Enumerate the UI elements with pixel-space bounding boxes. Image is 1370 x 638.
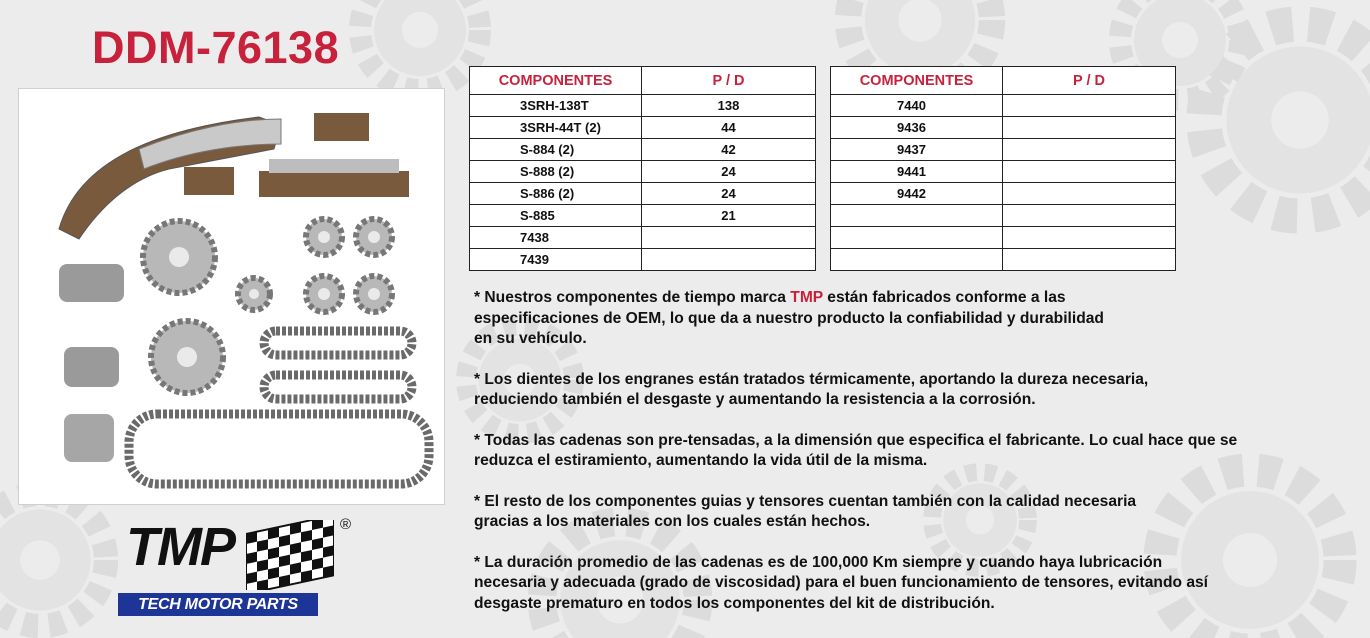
component-cell: S-884 (2) <box>470 139 642 161</box>
note-oem <box>474 288 1364 350</box>
pd-cell <box>1003 161 1176 183</box>
component-cell: 3SRH-138T <box>470 95 642 117</box>
component-cell <box>831 205 1003 227</box>
pd-cell: 138 <box>642 95 816 117</box>
pd-cell <box>1003 227 1176 249</box>
pd-cell <box>1003 117 1176 139</box>
component-cell: 7440 <box>831 95 1003 117</box>
table-row <box>470 227 816 249</box>
note-oem-pre: * Nuestros componentes de tiempo marca <box>474 289 791 306</box>
table-row <box>470 205 816 227</box>
pd-cell <box>1003 205 1176 227</box>
pd-cell: 21 <box>642 205 816 227</box>
component-cell <box>831 227 1003 249</box>
note-guides: * El resto de los componentes guias y tensores cuentan también con la calidad necesaria gracias a los materiales con los cuales están hechos. <box>474 492 1137 530</box>
component-cell: 3SRH-44T (2) <box>470 117 642 139</box>
component-cell: S-886 (2) <box>470 183 642 205</box>
table-row <box>831 183 1176 205</box>
component-cell: S-888 (2) <box>470 161 642 183</box>
pd-cell <box>1003 183 1176 205</box>
header-componentes: COMPONENTES <box>831 67 1003 95</box>
pd-cell <box>1003 249 1176 271</box>
component-cell: 9441 <box>831 161 1003 183</box>
product-notes <box>474 288 1364 634</box>
table-row <box>470 139 816 161</box>
table-header <box>831 67 1176 95</box>
logo-tagline: TECH MOTOR PARTS <box>118 593 318 616</box>
pd-cell <box>1003 95 1176 117</box>
table-row <box>831 161 1176 183</box>
note-oem-post: están fabricados conforme a las especificaciones de OEM, lo que da a nuestro producto la confiabilidad y durabilidad en su vehículo. <box>474 289 1104 347</box>
pd-cell <box>642 227 816 249</box>
components-table-right <box>830 66 1176 271</box>
components-table-left <box>469 66 816 271</box>
tmp-logo <box>118 518 358 618</box>
pd-cell <box>1003 139 1176 161</box>
table-row <box>470 161 816 183</box>
component-cell: 7438 <box>470 227 642 249</box>
pd-cell: 24 <box>642 161 816 183</box>
component-cell <box>831 249 1003 271</box>
pd-cell <box>642 249 816 271</box>
note-chains: * Todas las cadenas son pre-tensadas, a la dimensión que especifica el fabricante. Lo cual hace que se reduzca el estiramiento, aumentando la vida útil de la misma. <box>474 431 1238 469</box>
pd-cell: 24 <box>642 183 816 205</box>
note-duration: * La duración promedio de las cadenas es de 100,000 Km siempre y cuando haya lubricación necesaria y adecuada (grado de viscosidad) para el buen funcionamiento de tensores, evitando así desgaste prematuro en todos los componentes del kit de distribución. <box>474 553 1209 612</box>
component-cell: 9436 <box>831 117 1003 139</box>
timing-kit-illustration <box>19 89 444 504</box>
component-cell: S-885 <box>470 205 642 227</box>
table-row <box>470 249 816 271</box>
header-pd: P / D <box>642 67 816 95</box>
table-row <box>831 205 1176 227</box>
table-row <box>831 249 1176 271</box>
note-oem-brand: TMP <box>790 289 823 306</box>
table-row <box>831 117 1176 139</box>
header-pd: P / D <box>1003 67 1176 95</box>
component-cell: 7439 <box>470 249 642 271</box>
registered-mark: ® <box>340 516 352 533</box>
pd-cell: 42 <box>642 139 816 161</box>
table-row <box>831 139 1176 161</box>
pd-cell: 44 <box>642 117 816 139</box>
page-title: DDM-76138 <box>92 22 340 73</box>
table-row <box>470 183 816 205</box>
table-row <box>831 227 1176 249</box>
table-header <box>470 67 816 95</box>
note-gear-teeth: * Los dientes de los engranes están tratados térmicamente, aportando la dureza necesaria, reduciendo también el desgaste y aumentando la resistencia a la corrosión. <box>474 370 1149 408</box>
table-row <box>470 117 816 139</box>
product-photo <box>18 88 445 505</box>
component-cell: 9442 <box>831 183 1003 205</box>
table-row <box>831 95 1176 117</box>
header-componentes: COMPONENTES <box>470 67 642 95</box>
component-cell: 9437 <box>831 139 1003 161</box>
checkered-flag-icon <box>246 520 334 590</box>
table-row <box>470 95 816 117</box>
logo-wordmark: TMP <box>126 517 234 577</box>
